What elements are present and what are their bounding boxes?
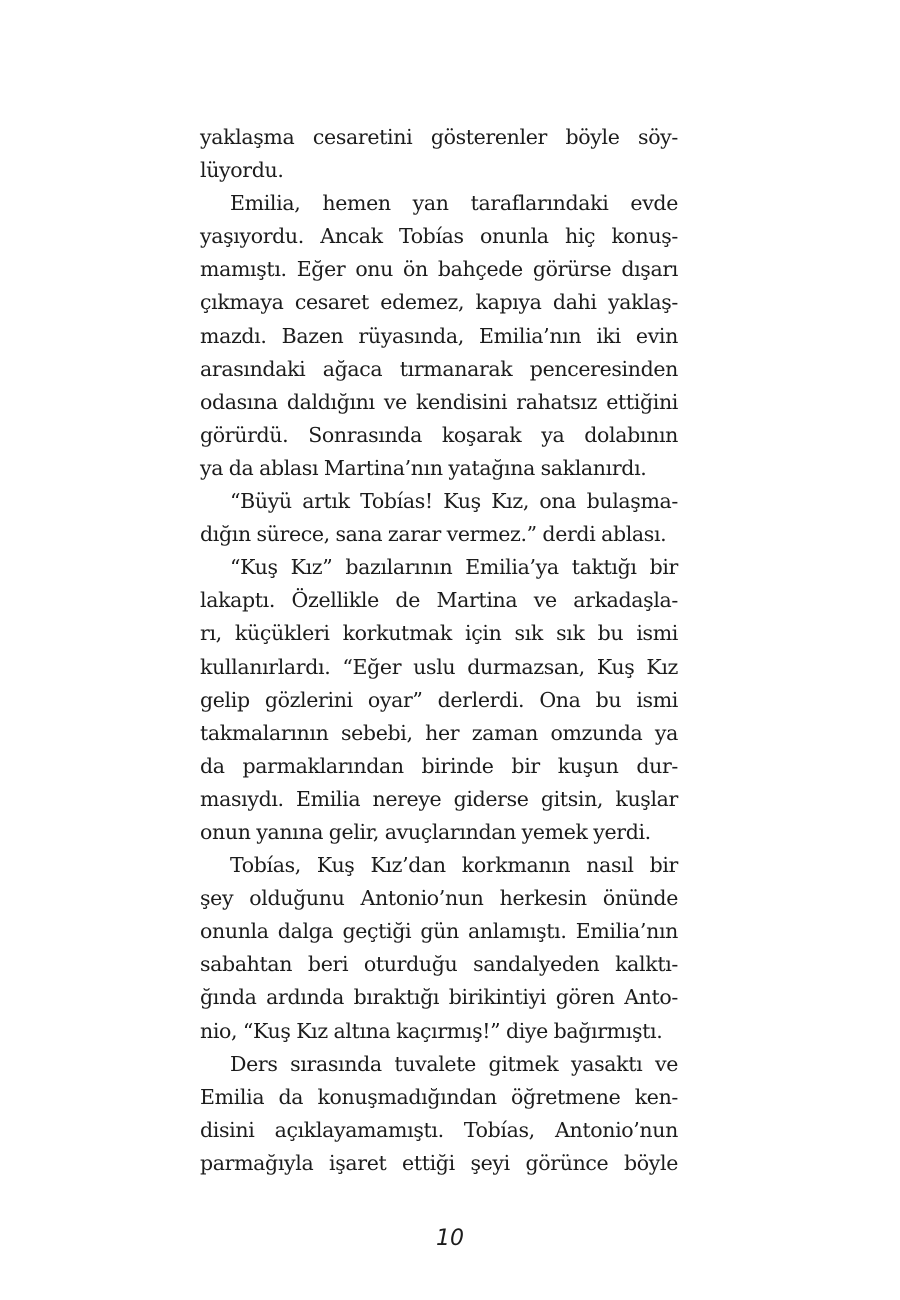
- text-line: yaşıyordu. Ancak Tobías onunla hiç konuş-: [200, 224, 678, 249]
- text-line: Emilia da konuşmadığından öğretmene ken-: [200, 1084, 678, 1109]
- text-line: Emilia, hemen yan taraflarındaki evde: [230, 191, 678, 216]
- text-line: dığın sürece, sana zarar vermez.” derdi ablası.: [200, 522, 667, 547]
- text-line: masıydı. Emilia nereye giderse gitsin, kuşlar: [200, 786, 678, 811]
- text-line: Ders sırasında tuvalete gitmek yasaktı ve: [230, 1051, 678, 1076]
- paragraph: [200, 121, 678, 187]
- text-line: onunla dalga geçtiği gün anlamıştı. Emilia’nın: [200, 919, 678, 944]
- text-line: da parmaklarından birinde bir kuşun dur-: [200, 753, 678, 778]
- paragraph: [200, 849, 678, 1048]
- text-line: görürdü. Sonrasında koşarak ya dolabının: [200, 422, 678, 447]
- text-line: “Kuş Kız” bazılarının Emilia’ya taktığı bir: [230, 555, 678, 580]
- text-line: lakaptı. Özellikle de Martina ve arkadaşla-: [200, 588, 678, 613]
- text-line: Tobías, Kuş Kız’dan korkmanın nasıl bir: [230, 853, 678, 878]
- text-line: mamıştı. Eğer onu ön bahçede görürse dışarı: [200, 257, 678, 282]
- paragraph: [200, 1048, 678, 1180]
- paragraph: [200, 187, 678, 485]
- text-line: ğında ardında bıraktığı birikintiyi gören Anto-: [200, 985, 678, 1010]
- text-line: yaklaşma cesaretini gösterenler böyle söy-: [200, 125, 678, 149]
- body-text: [200, 121, 678, 1180]
- text-line: nio, “Kuş Kız altına kaçırmış!” diye bağırmıştı.: [200, 1018, 663, 1043]
- text-line: kullanırlardı. “Eğer uslu durmazsan, Kuş Kız: [200, 654, 678, 679]
- text-line: “Büyü artık Tobías! Kuş Kız, ona bulaşma-: [230, 489, 678, 514]
- text-line: arasındaki ağaca tırmanarak penceresinden: [200, 356, 678, 381]
- text-line: onun yanına gelir, avuçlarından yemek yerdi.: [200, 819, 651, 844]
- text-line: sabahtan beri oturduğu sandalyeden kalktı-: [200, 952, 678, 977]
- page-number: 10: [436, 1226, 464, 1251]
- text-line: odasına daldığını ve kendisini rahatsız ettiğini: [200, 389, 678, 414]
- text-line: lüyordu.: [200, 158, 284, 183]
- text-line: takmalarının sebebi, her zaman omzunda ya: [200, 720, 678, 745]
- text-line: disini açıklayamamıştı. Tobías, Antonio’nun: [200, 1117, 678, 1142]
- text-line: ya da ablası Martina’nın yatağına saklanırdı.: [200, 455, 647, 480]
- text-line: çıkmaya cesaret edemez, kapıya dahi yaklaş-: [200, 290, 678, 315]
- paragraph: [200, 485, 678, 551]
- text-line: mazdı. Bazen rüyasında, Emilia’nın iki evin: [200, 323, 678, 348]
- text-line: şey olduğunu Antonio’nun herkesin önünde: [200, 886, 678, 911]
- text-line: parmağıyla işaret ettiği şeyi görünce böyle: [200, 1150, 678, 1175]
- text-line: gelip gözlerini oyar” derlerdi. Ona bu ismi: [200, 687, 678, 712]
- paragraph: [200, 551, 678, 849]
- text-line: rı, küçükleri korkutmak için sık sık bu ismi: [200, 621, 678, 646]
